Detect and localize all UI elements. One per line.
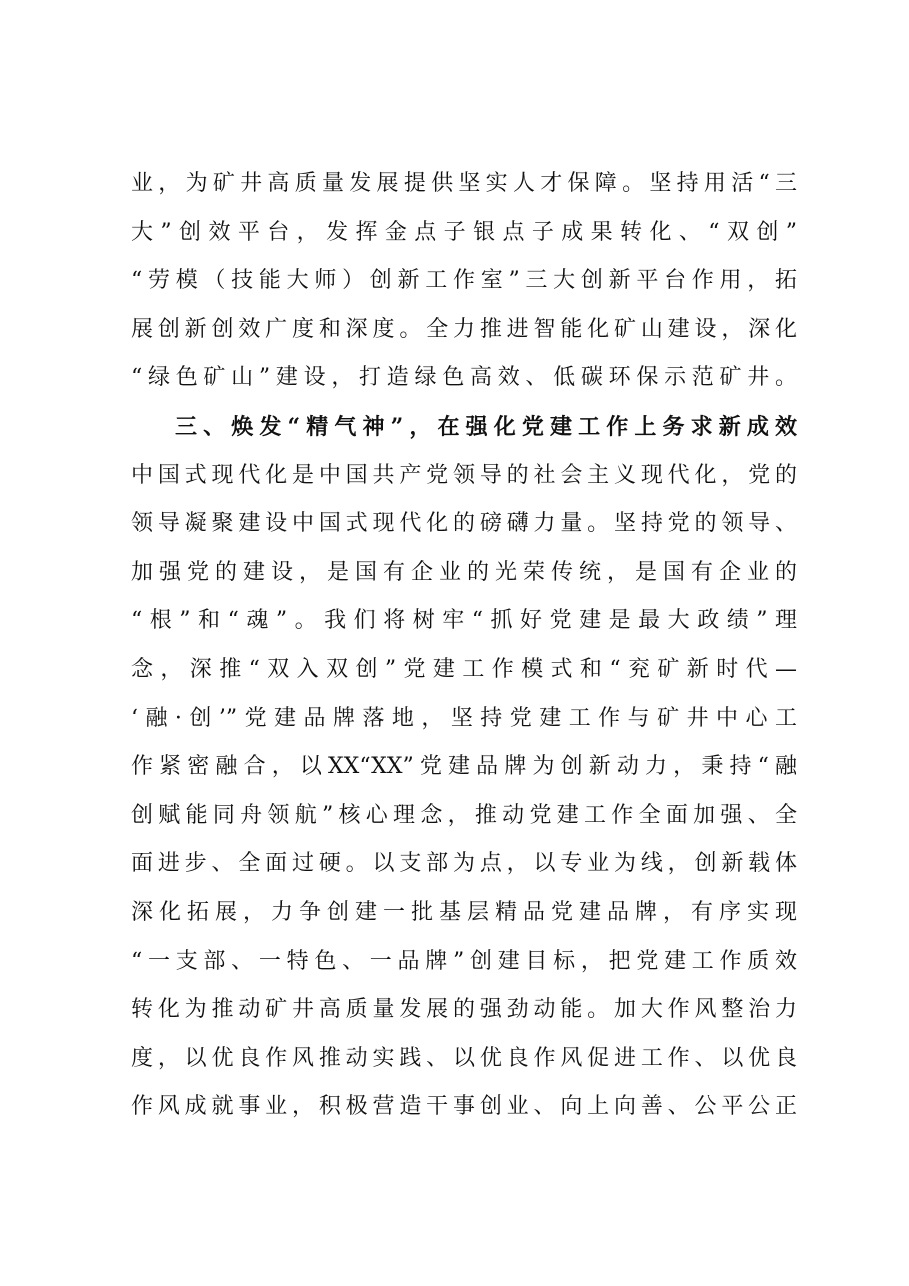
text-line: 作紧密融合，以XX“XX”党建品牌为创新动力，秉持“融 <box>131 754 797 780</box>
text-line: 转化为推动矿井高质量发展的强劲动能。加大作风整治力 <box>131 997 797 1023</box>
text-line: ‘融·创’”党建品牌落地，坚持党建工作与矿井中心工 <box>131 705 797 731</box>
text-line: 创赋能同舟领航”核心理念，推动党建工作全面加强、全 <box>131 802 797 828</box>
text-line: 念，深推“双入双创”党建工作模式和“兖矿新时代— <box>131 656 797 682</box>
text-line: 度，以优良作风推动实践、以优良作风促进工作、以优良 <box>131 1045 797 1071</box>
text-line: “根”和“魂”。我们将树牢“抓好党建是最大政绩”理 <box>131 608 797 634</box>
body-text <box>131 160 797 1132</box>
text-line: 业，为矿井高质量发展提供坚实人才保障。坚持用活“三 <box>131 171 797 196</box>
text-line: “绿色矿山”建设，打造绿色高效、低碳环保示范矿井。 <box>131 365 797 391</box>
text-line: 中国式现代化是中国共产党领导的社会主义现代化，党的 <box>131 462 797 488</box>
text-line: 面进步、全面过硬。以支部为点，以专业为线，创新载体 <box>131 851 797 877</box>
text-line: “一支部、一特色、一品牌”创建目标，把党建工作质效 <box>131 948 797 974</box>
text-line: 领导凝聚建设中国式现代化的磅礴力量。坚持党的领导、 <box>131 511 797 537</box>
text-line: 深化拓展，力争创建一批基层精品党建品牌，有序实现 <box>131 899 797 925</box>
text-line: 作风成就事业，积极营造干事创业、向上向善、公平公正 <box>131 1094 797 1120</box>
text-line: 加强党的建设，是国有企业的光荣传统，是国有企业的 <box>131 559 797 585</box>
text-line: 展创新创效广度和深度。全力推进智能化矿山建设，深化 <box>131 316 797 342</box>
text-line: 大”创效平台，发挥金点子银点子成果转化、“双创” <box>131 219 797 245</box>
section-heading: 三、焕发“精气神”，在强化党建工作上务求新成效 <box>175 413 797 440</box>
text-line: “劳模（技能大师）创新工作室”三大创新平台作用，拓 <box>131 268 797 294</box>
